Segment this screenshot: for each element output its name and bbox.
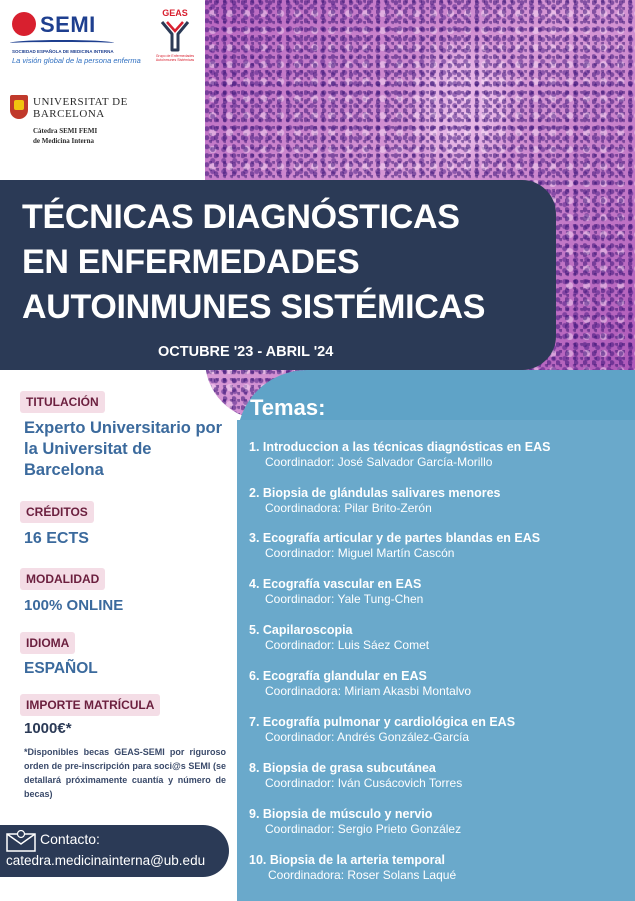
contact-box — [0, 825, 229, 877]
topic-coordinator: Coordinador: Luis Sáez Comet — [265, 638, 430, 652]
topic-item — [249, 761, 629, 791]
temas-heading: Temas: — [250, 395, 326, 420]
topic-title: 2. Biopsia de glándulas salivares menores — [249, 486, 501, 500]
topic-coordinator: Coordinador: Yale Tung-Chen — [265, 592, 424, 606]
topic-coordinator: Coordinadora: Miriam Akasbi Montalvo — [265, 684, 472, 698]
creditos-label: CRÉDITOS — [20, 501, 94, 523]
geas-logo-text: GEAS — [162, 8, 188, 18]
semi-logo-dot-icon — [12, 12, 36, 36]
topic-item — [249, 577, 629, 607]
contact-email-link[interactable]: catedra.medicinainterna@ub.edu — [6, 853, 206, 868]
topic-item — [249, 807, 629, 837]
course-dates: OCTUBRE '23 - ABRIL '24 — [158, 344, 334, 360]
semi-logo-slogan: La visión global de la persona enferma — [12, 56, 141, 65]
semi-logo — [10, 8, 141, 68]
semi-logo-subtitle: SOCIEDAD ESPAÑOLA DE MEDICINA INTERNA — [12, 49, 114, 54]
geas-logo — [150, 8, 200, 68]
topic-item — [249, 440, 629, 470]
creditos-value: 16 ECTS — [24, 530, 89, 547]
importe-label: IMPORTE MATRÍCULA — [20, 694, 160, 716]
topic-coordinator: Coordinador: Iván Cusácovich Torres — [265, 776, 463, 790]
titulacion-label: TITULACIÓN — [20, 391, 105, 413]
topic-title: 6. Ecografía glandular en EAS — [249, 669, 427, 683]
topic-coordinator: Coordinador: José Salvador García-Morillo — [265, 455, 493, 469]
topic-coordinator: Coordinador: Miguel Martín Cascón — [265, 546, 455, 560]
topic-coordinator: Coordinadora: Pilar Brito-Zerón — [265, 501, 432, 515]
topic-title: 3. Ecografía articular y de partes blandas en EAS — [249, 531, 541, 545]
ub-catedra-line2: de Medicina Interna — [33, 137, 95, 145]
contact-label: Contacto: — [40, 831, 100, 847]
becas-note: *Disponibles becas GEAS-SEMI por riguroso orden de pre-inscripción para soci@s SEMI (se detallará próximamente cuantía y número de becas) — [24, 747, 226, 799]
semi-logo-text: SEMI — [40, 12, 96, 37]
modalidad-value: 100% ONLINE — [24, 597, 124, 614]
ub-catedra-line1: Càtedra SEMI FEMI — [33, 127, 98, 135]
antibody-icon — [158, 20, 192, 52]
idioma-value: ESPAÑOL — [24, 660, 98, 677]
importe-value: 1000€* — [24, 720, 72, 737]
topic-item — [249, 669, 629, 699]
topic-title: 10. Biopsia de la arteria temporal — [249, 853, 445, 867]
topic-title: 9. Biopsia de músculo y nervio — [249, 807, 433, 821]
topic-title: 4. Ecografía vascular en EAS — [249, 577, 422, 591]
titulacion-value: Experto Universitario por la Universitat de Barcelona — [24, 419, 223, 479]
topic-coordinator: Coordinadora: Roser Solans Laqué — [268, 868, 457, 882]
topic-item — [249, 715, 629, 745]
topic-title: 5. Capilaroscopia — [249, 623, 353, 637]
modalidad-label: MODALIDAD — [20, 568, 105, 590]
mail-icon — [6, 830, 36, 852]
topic-item — [249, 623, 629, 653]
topic-item — [249, 531, 629, 561]
semi-logo-swoosh — [10, 40, 114, 46]
topic-title: 7. Ecografía pulmonar y cardiológica en EAS — [249, 715, 516, 729]
topic-coordinator: Coordinador: Andrés González-García — [265, 730, 470, 744]
geas-logo-caption: Grupo de Enfermedades Autoinmunes Sistémicas — [155, 54, 195, 62]
course-title-line2: EN ENFERMEDADES — [22, 243, 360, 281]
topic-coordinator: Coordinador: Sergio Prieto González — [265, 822, 462, 836]
ub-logo — [10, 95, 130, 150]
idioma-label: IDIOMA — [20, 632, 75, 654]
ub-logo-line2: BARCELONA — [33, 108, 105, 120]
topic-item — [249, 486, 629, 516]
topic-title: 1. Introduccion a las técnicas diagnósticas en EAS — [249, 440, 551, 454]
course-title-line3: AUTOINMUNES SISTÉMICAS — [22, 288, 486, 326]
ub-shield-icon — [10, 95, 28, 119]
topic-item — [249, 853, 629, 883]
course-title-line1: TÉCNICAS DIAGNÓSTICAS — [22, 198, 460, 236]
ub-logo-line1: UNIVERSITAT DE — [33, 96, 128, 108]
topic-title: 8. Biopsia de grasa subcutánea — [249, 761, 436, 775]
